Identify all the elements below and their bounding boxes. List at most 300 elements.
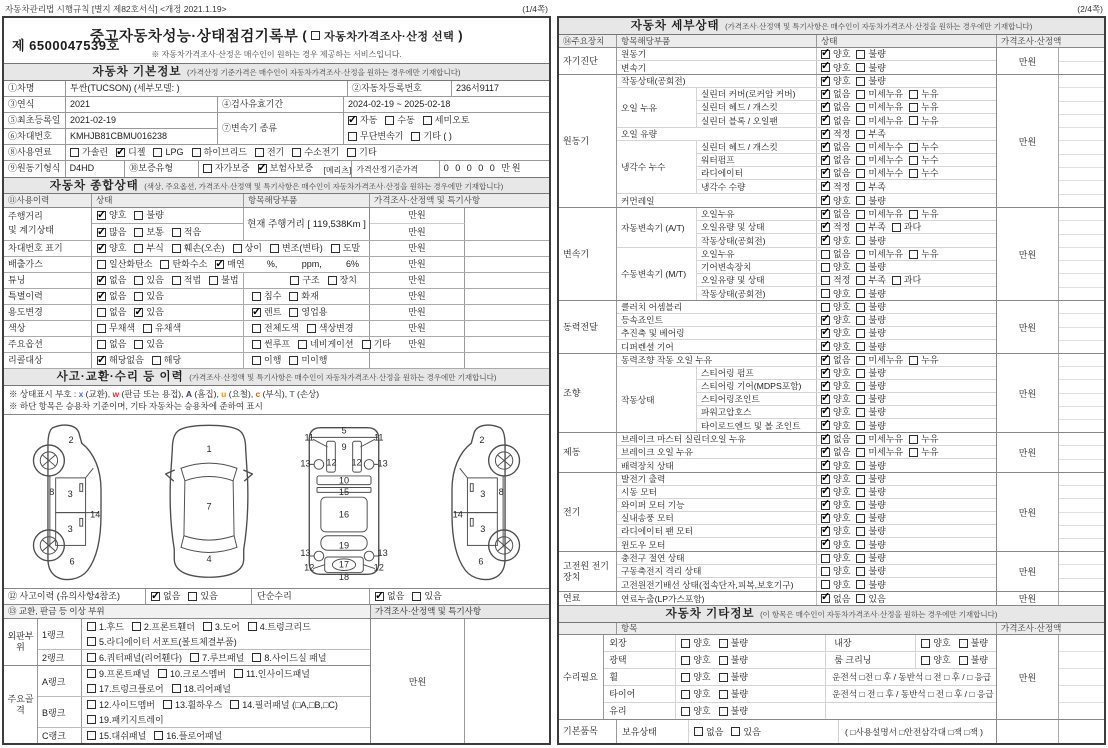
checkbox-option[interactable] [856,181,885,193]
checkbox[interactable] [97,340,106,349]
checkbox[interactable] [856,382,865,391]
checkbox-option[interactable] [921,652,950,668]
checkbox[interactable] [856,63,865,72]
checkbox-option[interactable] [856,420,885,432]
checkbox-option[interactable] [252,289,281,304]
checkbox-option[interactable] [821,341,850,353]
checkbox[interactable] [203,164,212,173]
checkbox[interactable] [289,308,298,317]
checkbox[interactable] [821,435,830,444]
checkbox[interactable] [821,540,830,549]
checkbox[interactable] [255,148,264,157]
checkbox-option[interactable] [289,305,327,320]
checkbox-option[interactable] [821,301,850,313]
checkbox[interactable] [423,116,432,125]
checkbox-option[interactable] [255,145,284,160]
checkbox-option[interactable] [856,525,885,537]
checkbox-option[interactable] [87,729,146,743]
checkbox-option[interactable] [821,499,850,511]
checkbox[interactable] [909,210,918,219]
checkbox-option[interactable] [821,565,850,577]
checkbox-option[interactable] [134,273,163,288]
checkbox[interactable] [134,228,143,237]
checkbox-option[interactable] [328,273,357,288]
checkbox-option[interactable] [909,115,938,127]
checkbox-option[interactable] [856,552,885,564]
checkbox-option[interactable] [856,195,885,207]
checkbox[interactable] [821,421,830,430]
checkbox[interactable] [821,461,830,470]
checkbox[interactable] [821,527,830,536]
checkbox-option[interactable] [97,257,152,272]
checkbox[interactable] [347,148,356,157]
checkbox-option[interactable] [821,579,850,591]
checkbox[interactable] [681,656,690,665]
checkbox-option[interactable] [172,682,231,696]
checkbox-option[interactable] [87,651,182,665]
checkbox[interactable] [134,276,143,285]
checkbox[interactable] [719,639,728,648]
checkbox-option[interactable] [252,353,281,368]
checkbox-option[interactable] [856,446,903,458]
checkbox[interactable] [375,592,384,601]
checkbox-option[interactable] [821,115,850,127]
checkbox-option[interactable] [909,248,938,260]
checkbox-option[interactable] [160,257,207,272]
checkbox[interactable] [152,356,161,365]
checkbox[interactable] [856,408,865,417]
checkbox[interactable] [821,210,830,219]
checkbox-option[interactable] [856,499,885,511]
checkbox-option[interactable] [97,208,126,223]
checkbox-option[interactable] [134,225,163,240]
checkbox-option[interactable] [909,88,938,100]
checkbox[interactable] [856,448,865,457]
checkbox-option[interactable] [821,221,850,233]
checkbox[interactable] [87,731,96,740]
checkbox[interactable] [292,148,301,157]
checkbox[interactable] [411,132,420,141]
checkbox[interactable] [821,250,830,259]
checkbox-option[interactable] [97,337,126,352]
checkbox[interactable] [412,592,421,601]
checkbox-option[interactable] [959,635,988,651]
checkbox-option[interactable] [856,327,885,339]
checkbox[interactable] [821,594,830,603]
checkbox-option[interactable] [289,289,318,304]
checkbox-option[interactable] [719,669,748,685]
checkbox[interactable] [719,690,728,699]
checkbox-option[interactable] [909,167,938,179]
checkbox[interactable] [821,303,830,312]
checkbox[interactable] [821,116,830,125]
checkbox[interactable] [821,90,830,99]
checkbox-option[interactable] [821,367,850,379]
checkbox-option[interactable] [87,713,164,727]
checkbox[interactable] [290,276,299,285]
checkbox-option[interactable] [821,181,850,193]
checkbox[interactable] [856,236,865,245]
checkbox[interactable] [821,156,830,165]
checkbox[interactable] [87,669,96,678]
checkbox[interactable] [909,169,918,178]
checkbox-option[interactable] [70,145,108,160]
checkbox[interactable] [97,211,106,220]
checkbox-option[interactable] [856,593,885,605]
checkbox-option[interactable] [411,129,451,144]
checkbox[interactable] [134,244,143,253]
checkbox[interactable] [856,276,865,285]
checkbox[interactable] [233,244,242,253]
checkbox[interactable] [821,223,830,232]
checkbox[interactable] [172,244,181,253]
checkbox-option[interactable] [856,235,885,247]
checkbox-option[interactable] [856,367,885,379]
checkbox[interactable] [681,690,690,699]
checkbox[interactable] [892,223,901,232]
checkbox-option[interactable] [856,565,885,577]
checkbox[interactable] [362,340,371,349]
checkbox[interactable] [252,308,261,317]
checkbox-option[interactable] [856,274,885,286]
checkbox-option[interactable] [909,208,938,220]
checkbox[interactable] [856,369,865,378]
checkbox-option[interactable] [856,512,885,524]
checkbox-option[interactable] [258,161,313,176]
checkbox[interactable] [821,448,830,457]
checkbox-option[interactable] [681,635,710,651]
checkbox-option[interactable] [348,129,403,144]
checkbox[interactable] [160,260,169,269]
checkbox-option[interactable] [134,289,163,304]
checkbox[interactable] [821,63,830,72]
checkbox-option[interactable] [856,62,885,74]
checkbox[interactable] [97,292,106,301]
checkbox[interactable] [821,488,830,497]
checkbox-option[interactable] [307,321,354,336]
checkbox-option[interactable] [821,274,850,286]
checkbox[interactable] [821,369,830,378]
checkbox-option[interactable] [719,635,748,651]
checkbox[interactable] [252,356,261,365]
checkbox-option[interactable] [154,729,222,743]
checkbox[interactable] [856,501,865,510]
checkbox[interactable] [248,622,257,631]
checkbox-option[interactable] [190,651,244,665]
checkbox[interactable] [856,316,865,325]
checkbox-option[interactable] [821,446,850,458]
checkbox[interactable] [821,342,830,351]
checkbox-option[interactable] [856,248,903,260]
checkbox-option[interactable] [856,354,903,366]
checkbox-option[interactable] [681,652,710,668]
checkbox-option[interactable] [252,337,290,352]
checkbox[interactable] [97,244,106,253]
checkbox-option[interactable] [292,145,339,160]
checkbox-option[interactable] [821,167,850,179]
checkbox-option[interactable] [821,473,850,485]
checkbox-option[interactable] [821,433,850,445]
checkbox[interactable] [821,395,830,404]
checkbox-option[interactable] [856,486,885,498]
checkbox-option[interactable] [134,337,163,352]
checkbox[interactable] [153,148,162,157]
checkbox[interactable] [97,276,106,285]
checkbox[interactable] [856,196,865,205]
checkbox-option[interactable] [821,248,850,260]
checkbox-option[interactable] [132,620,195,634]
checkbox-option[interactable] [215,257,244,272]
checkbox[interactable] [856,263,865,272]
checkbox-option[interactable] [97,273,126,288]
checkbox-option[interactable] [856,128,885,140]
checkbox-option[interactable] [151,589,180,604]
checkbox-option[interactable] [681,669,710,685]
checkbox[interactable] [909,90,918,99]
checkbox[interactable] [821,196,830,205]
checkbox[interactable] [821,130,830,139]
checkbox[interactable] [821,580,830,589]
checkbox[interactable] [856,103,865,112]
checkbox-option[interactable] [821,208,850,220]
checkbox[interactable] [821,382,830,391]
checkbox-option[interactable] [821,354,850,366]
checkbox[interactable] [856,475,865,484]
checkbox[interactable] [856,580,865,589]
checkbox[interactable] [856,156,865,165]
checkbox[interactable] [856,435,865,444]
checkbox-option[interactable] [909,154,938,166]
checkbox-option[interactable] [959,652,988,668]
checkbox-option[interactable] [856,48,885,60]
checkbox[interactable] [97,324,106,333]
checkbox[interactable] [909,435,918,444]
checkbox-option[interactable] [821,380,850,392]
checkbox[interactable] [909,103,918,112]
checkbox-option[interactable] [694,724,723,740]
checkbox-option[interactable] [856,75,885,87]
checkbox[interactable] [821,50,830,59]
checkbox[interactable] [856,169,865,178]
checkbox-option[interactable] [821,195,850,207]
checkbox-option[interactable] [347,145,376,160]
checkbox-option[interactable] [97,305,126,320]
checkbox-option[interactable] [856,115,903,127]
checkbox[interactable] [234,669,243,678]
checkbox[interactable] [289,356,298,365]
checkbox[interactable] [158,669,167,678]
checkbox[interactable] [921,656,930,665]
checkbox[interactable] [821,316,830,325]
checkbox[interactable] [132,622,141,631]
checkbox[interactable] [856,116,865,125]
checkbox-option[interactable] [821,420,850,432]
checkbox-option[interactable] [348,113,377,128]
checkbox[interactable] [821,276,830,285]
checkbox-option[interactable] [234,667,310,681]
checkbox[interactable] [821,263,830,272]
checkbox-option[interactable] [172,273,201,288]
checkbox-option[interactable] [87,620,124,634]
checkbox[interactable] [681,639,690,648]
checkbox[interactable] [258,164,267,173]
checkbox-option[interactable] [821,525,850,537]
checkbox-option[interactable] [821,261,850,273]
checkbox[interactable] [856,223,865,232]
checkbox-option[interactable] [719,652,748,668]
checkbox[interactable] [87,653,96,662]
checkbox[interactable] [87,637,96,646]
checkbox[interactable] [856,514,865,523]
checkbox-option[interactable] [270,241,323,256]
checkbox-option[interactable] [856,460,885,472]
checkbox-option[interactable] [856,579,885,591]
checkbox-option[interactable] [412,589,441,604]
checkbox[interactable] [856,594,865,603]
checkbox-option[interactable] [856,221,885,233]
checkbox-option[interactable] [209,273,238,288]
checkbox-option[interactable] [821,101,850,113]
checkbox[interactable] [856,554,865,563]
checkbox[interactable] [856,90,865,99]
checkbox-option[interactable] [892,221,921,233]
checkbox-option[interactable] [856,154,903,166]
checkbox[interactable] [821,554,830,563]
checkbox[interactable] [821,475,830,484]
checkbox[interactable] [348,116,357,125]
checkbox[interactable] [87,684,96,693]
checkbox-option[interactable] [821,75,850,87]
checkbox-option[interactable] [172,241,225,256]
checkbox-option[interactable] [821,141,850,153]
checkbox[interactable] [821,103,830,112]
checkbox[interactable] [731,727,740,736]
checkbox[interactable] [163,700,172,709]
checkbox-option[interactable] [821,314,850,326]
checkbox[interactable] [856,289,865,298]
checkbox[interactable] [694,727,703,736]
checkbox[interactable] [821,514,830,523]
checkbox[interactable] [856,50,865,59]
checkbox[interactable] [172,276,181,285]
checkbox[interactable] [719,707,728,716]
checkbox-option[interactable] [856,380,885,392]
checkbox[interactable] [681,707,690,716]
checkbox-option[interactable] [87,682,164,696]
checkbox-option[interactable] [719,703,748,719]
checkbox-option[interactable] [856,314,885,326]
checkbox[interactable] [298,340,307,349]
checkbox-option[interactable] [856,88,903,100]
checkbox-option[interactable] [856,539,885,551]
checkbox-option[interactable] [856,393,885,405]
checkbox[interactable] [97,308,106,317]
checkbox[interactable] [959,656,968,665]
checkbox[interactable] [856,356,865,365]
checkbox[interactable] [909,116,918,125]
checkbox[interactable] [681,673,690,682]
checkbox-option[interactable] [909,141,938,153]
checkbox[interactable] [348,132,357,141]
checkbox[interactable] [289,292,298,301]
checkbox-option[interactable] [821,48,850,60]
checkbox[interactable] [909,156,918,165]
checkbox[interactable] [856,303,865,312]
checkbox[interactable] [821,143,830,152]
checkbox[interactable] [856,540,865,549]
checkbox-option[interactable] [856,261,885,273]
checkbox[interactable] [134,340,143,349]
checkbox[interactable] [87,715,96,724]
checkbox[interactable] [821,408,830,417]
checkbox[interactable] [172,228,181,237]
checkbox-option[interactable] [821,327,850,339]
checkbox[interactable] [134,292,143,301]
checkbox[interactable] [856,461,865,470]
checkbox[interactable] [856,210,865,219]
checkbox-option[interactable] [134,208,163,223]
checkbox[interactable] [821,77,830,86]
checkbox-option[interactable] [143,321,181,336]
checkbox-option[interactable] [821,154,850,166]
checkbox-option[interactable] [375,589,404,604]
checkbox[interactable] [188,592,197,601]
checkbox-option[interactable] [856,473,885,485]
checkbox-option[interactable] [134,241,163,256]
checkbox[interactable] [252,653,261,662]
checkbox[interactable] [97,356,106,365]
checkbox[interactable] [70,148,79,157]
checkbox-option[interactable] [230,698,338,712]
checkbox[interactable] [856,342,865,351]
checkbox-option[interactable] [298,337,353,352]
checkbox-option[interactable] [252,321,299,336]
checkbox[interactable] [215,260,224,269]
checkbox-option[interactable] [909,101,938,113]
checkbox-option[interactable] [719,686,748,702]
checkbox-option[interactable] [856,208,903,220]
checkbox[interactable] [151,592,160,601]
checkbox-option[interactable] [856,433,903,445]
checkbox[interactable] [154,731,163,740]
checkbox-option[interactable] [909,354,938,366]
checkbox-option[interactable] [909,446,938,458]
checkbox-option[interactable] [856,301,885,313]
checkbox[interactable] [192,148,201,157]
checkbox[interactable] [959,639,968,648]
checkbox-option[interactable] [289,353,327,368]
checkbox[interactable] [821,329,830,338]
checkbox-option[interactable] [97,353,144,368]
checkbox[interactable] [856,395,865,404]
checkbox-option[interactable] [821,486,850,498]
checkbox[interactable] [856,182,865,191]
checkbox-option[interactable] [87,667,150,681]
checkbox[interactable] [821,567,830,576]
checkbox[interactable] [909,356,918,365]
checkbox-option[interactable] [290,273,319,288]
checkbox[interactable] [856,77,865,86]
checkbox[interactable] [909,250,918,259]
checkbox[interactable] [921,639,930,648]
checkbox[interactable] [252,292,261,301]
checkbox-option[interactable] [87,635,237,649]
checkbox-option[interactable] [921,635,950,651]
checkbox[interactable] [172,684,181,693]
checkbox[interactable] [385,116,394,125]
checkbox-option[interactable] [97,321,135,336]
checkbox[interactable] [821,289,830,298]
